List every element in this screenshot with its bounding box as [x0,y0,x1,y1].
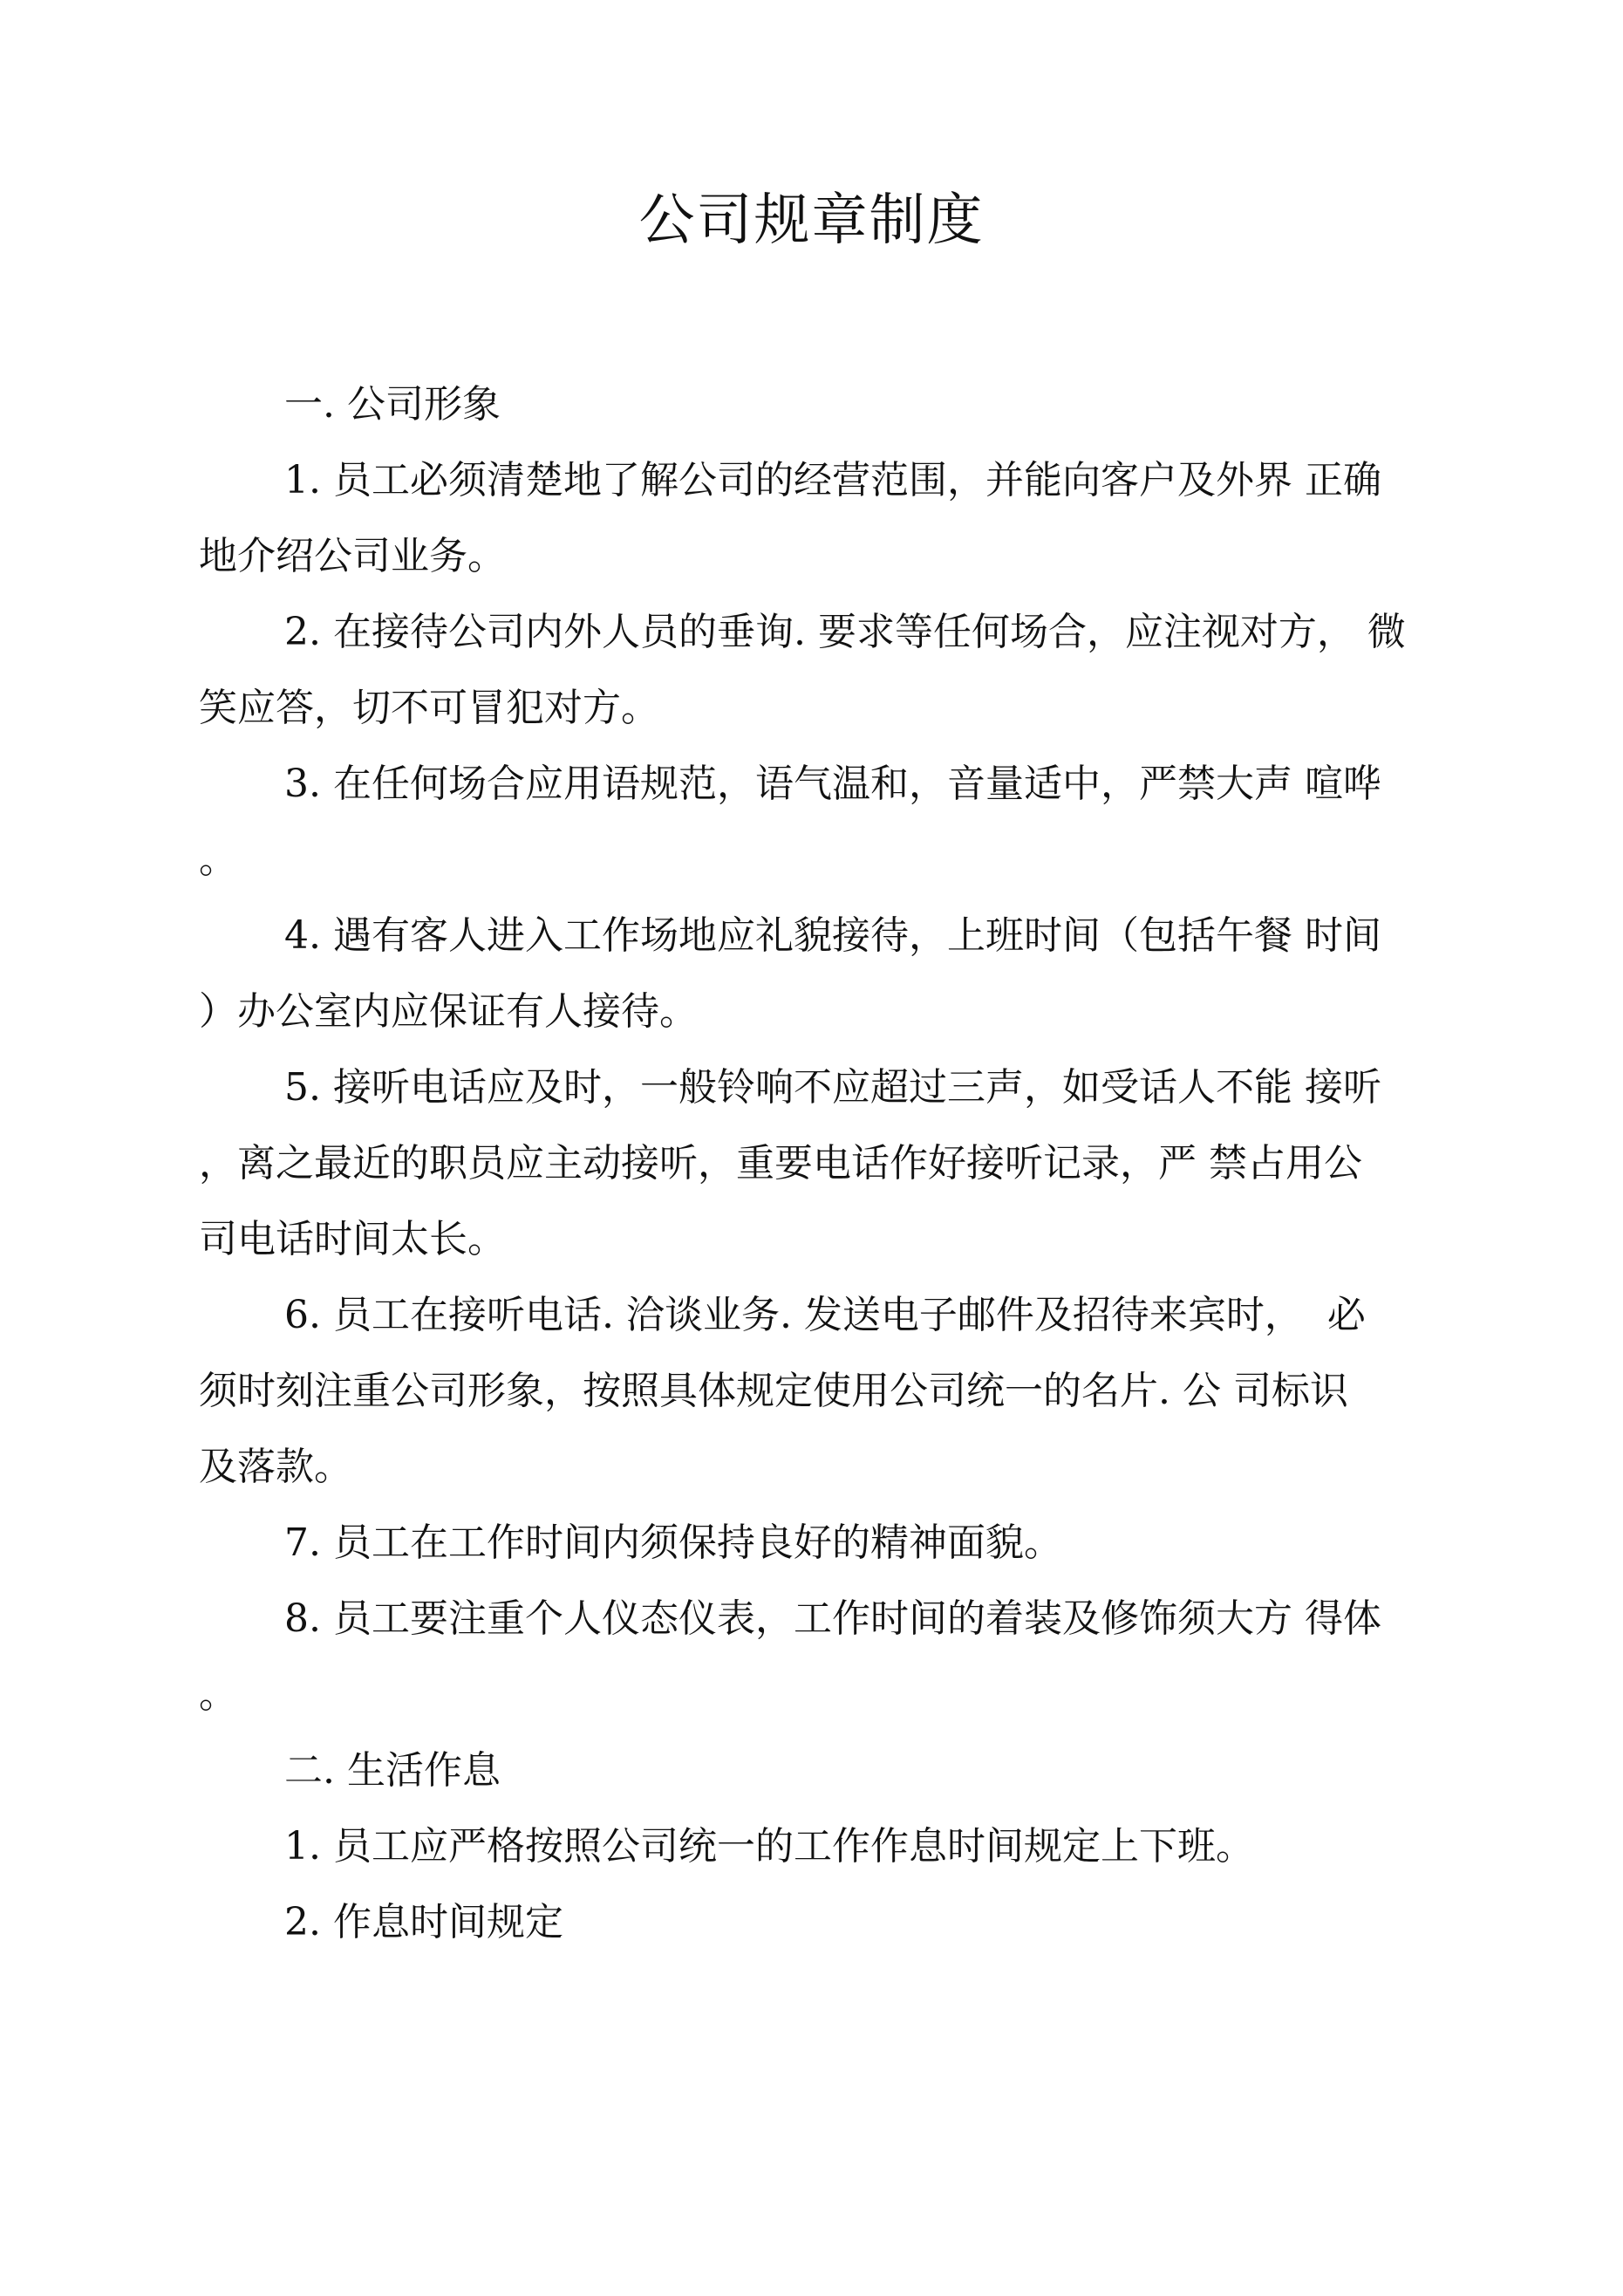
paragraph-line: 7. 员工在工作时间内须保持良好的精神面貌。 [284,1520,1062,1565]
paragraph-line: 5. 接听电话应及时，一般铃响不应超过三声，如受话人不能 接听 [284,1065,1381,1110]
document-body [199,366,1455,1960]
paragraph-line: 1. 员工必须清楚地了解公司的经营范围，并能向客户及外界 正确 [284,458,1381,502]
paragraph-line: 笑应答，切不可冒犯对方。 [199,686,659,730]
paragraph-line: 地介绍公司业务。 [199,534,506,578]
paragraph-line: 2. 在接待公司内外人员的垂询. 要求等任何场合，应注视对方， 微 [284,610,1406,654]
paragraph-line: 及落款。 [199,1445,352,1489]
section-heading-1: 一. 公司形象 [284,382,501,427]
paragraph-line: 。 [199,837,237,882]
section-heading-2: 二. 生活作息 [284,1748,501,1793]
paragraph-line: 2. 作息时间规定 [284,1900,563,1944]
paragraph-line: ）办公室内应保证有人接待。 [199,989,698,1034]
paragraph-line: 司电话时间太长。 [199,1217,506,1261]
paragraph-line: 4. 遇有客人进入工作场地应礼貌接待，上班时间（包括午餐 时间 [284,913,1381,958]
paragraph-line: ，离之最近的职员应主动接听，重要电话作好接听记录，严 禁占用公 [199,1141,1362,1186]
paragraph-line: 。 [199,1672,237,1717]
paragraph-line: 3. 在任何场合应用语规范，语气温和，音量适中，严禁大声 喧哗 [284,762,1381,806]
paragraph-line: 1. 员工应严格按照公司统一的工作作息时间规定上下班。 [284,1824,1254,1869]
paragraph-line: 须时刻注重公司形象，按照具体规定使用公司统一的名片. 公 司标识 [199,1369,1348,1413]
document-title: 公司规章制度 [638,188,985,253]
paragraph-line: 8. 员工要注重个人仪态仪表，工作时间的着装及修饰须大方 得体 [284,1596,1381,1641]
paragraph-line: 6. 员工在接听电话. 洽谈业务. 发送电子邮件及招待来宾时， 必 [284,1293,1366,1337]
